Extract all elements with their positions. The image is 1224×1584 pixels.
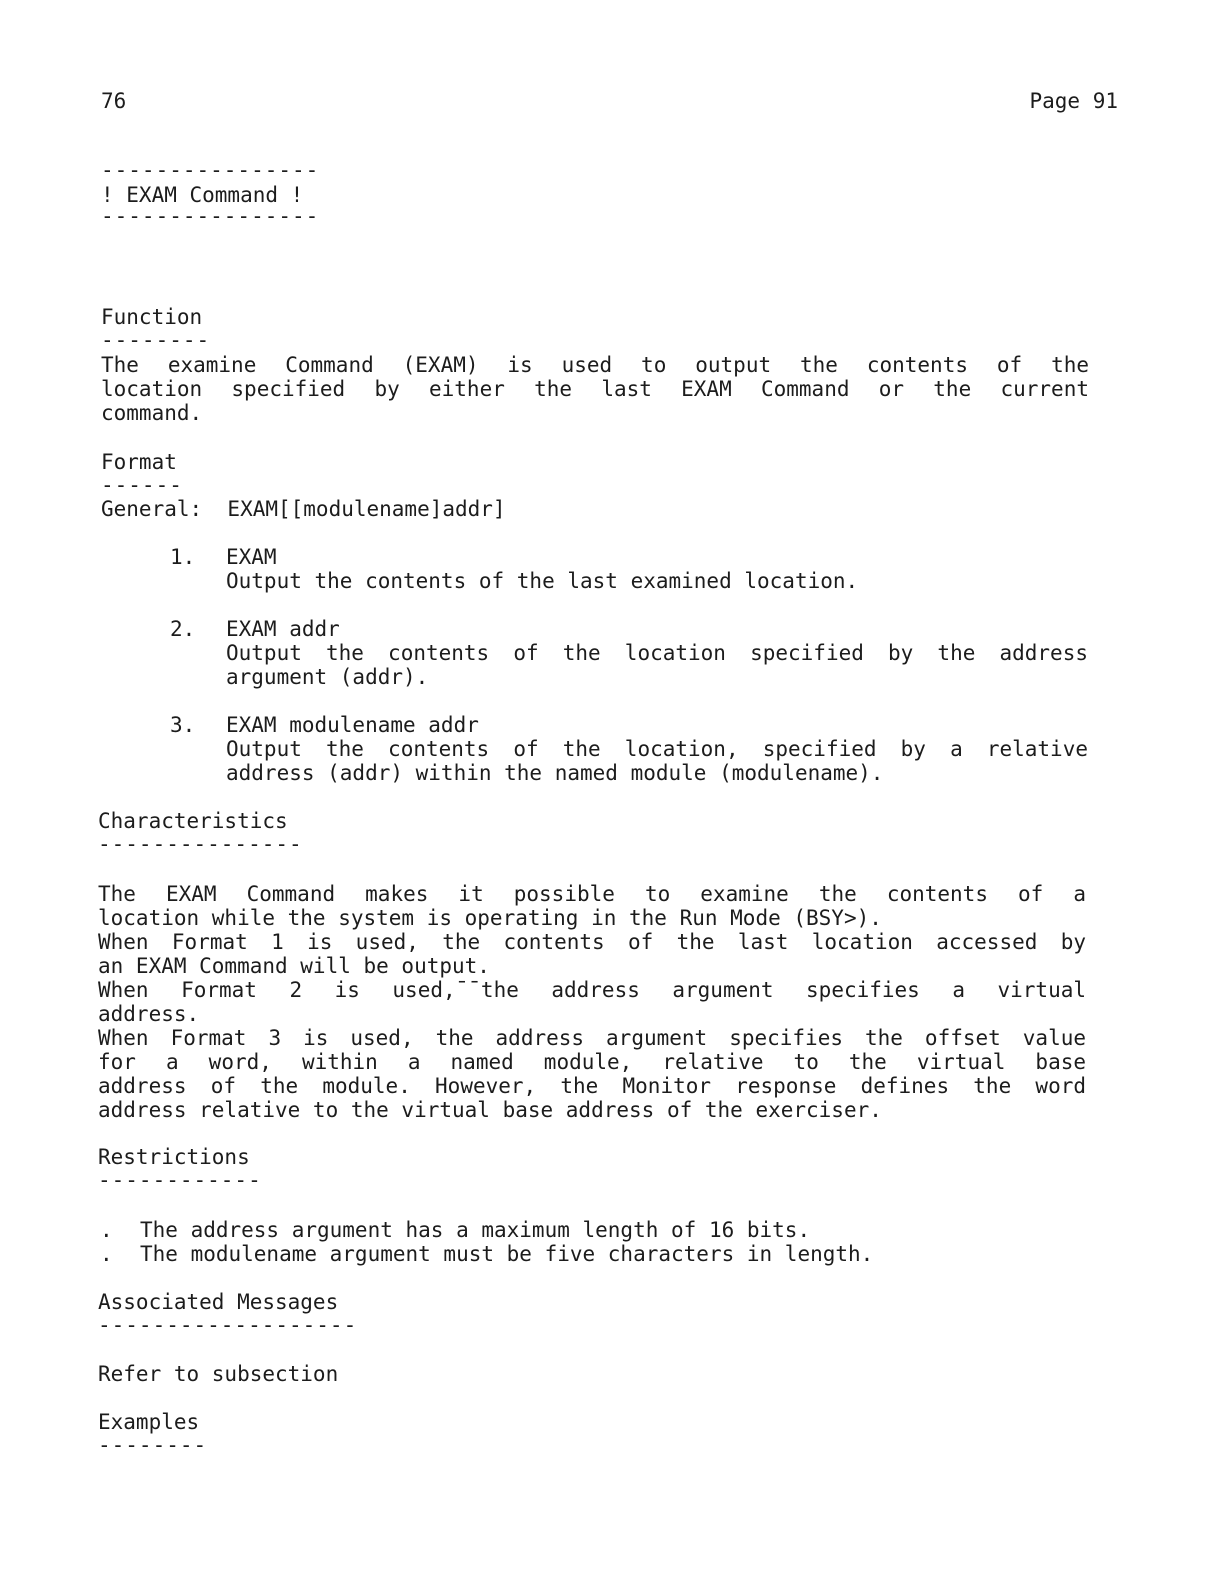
characteristics-line: location while the system is operating in the Run Mode (BSY>). [98,906,882,930]
restrictions-heading: Restrictions [98,1145,250,1169]
associated-messages-underline: ------------------- [98,1313,358,1337]
format-item-number: 3. [170,713,196,737]
associated-messages-text: Refer to subsection [98,1362,339,1386]
restriction-bullet: . [100,1218,113,1242]
restrictions-underline: ------------ [98,1168,262,1192]
page-label: Page 91 [1029,89,1118,113]
characteristics-line: address. [98,1002,200,1026]
characteristics-line: address relative to the virtual base address of the exerciser. [98,1098,882,1122]
format-underline: ------ [101,473,183,497]
characteristics-line: The EXAM Command makes it possible to examine the contents of a [98,882,1086,906]
format-item-command: EXAM [226,545,277,569]
function-line: location specified by either the last EXAM Command or the current [101,377,1089,401]
restriction-item: The modulename argument must be five characters in length. [140,1242,874,1266]
characteristics-line: address of the module. However, the Monitor response defines the word [98,1074,1086,1098]
restriction-item: The address argument has a maximum length of 16 bits. [140,1218,811,1242]
restriction-bullet: . [100,1242,113,1266]
characteristics-line: When Format 3 is used, the address argument specifies the offset value [98,1026,1086,1050]
format-item-command: EXAM modulename addr [226,713,479,737]
characteristics-line: When Format 1 is used, the contents of the last location accessed by [98,930,1086,954]
format-item-description: argument (addr). [226,665,429,689]
characteristics-line: for a word, within a named module, relative to the virtual base [98,1050,1086,1074]
function-heading: Function [101,305,203,329]
format-item-description: Output the contents of the location, specified by a relative [226,737,1088,761]
characteristics-underline: --------------- [98,832,303,856]
format-item-number: 1. [170,545,196,569]
format-item-description: Output the contents of the last examined location. [226,569,859,593]
format-item-description: address (addr) within the named module (modulename). [226,761,884,785]
format-heading: Format [101,450,177,474]
page-number: 76 [101,89,127,113]
characteristics-heading: Characteristics [98,809,288,833]
examples-underline: -------- [98,1433,208,1457]
format-general: General: EXAM[[modulename]addr] [101,497,506,521]
function-line: The examine Command (EXAM) is used to output the contents of the [101,353,1089,377]
format-item-command: EXAM addr [226,617,340,641]
function-underline: -------- [101,328,211,352]
examples-heading: Examples [98,1410,200,1434]
format-item-number: 2. [170,617,196,641]
page-title: ! EXAM Command ! [101,183,304,207]
title-rule-top: ---------------- [101,158,320,182]
associated-messages-heading: Associated Messages [98,1290,339,1314]
format-item-description: Output the contents of the location specified by the address [226,641,1088,665]
characteristics-line: an EXAM Command will be output. [98,954,490,978]
function-line: command. [101,401,203,425]
title-rule-bottom: ---------------- [101,204,320,228]
characteristics-line: When Format 2 is used,¯¯the address argument specifies a virtual [98,978,1086,1002]
